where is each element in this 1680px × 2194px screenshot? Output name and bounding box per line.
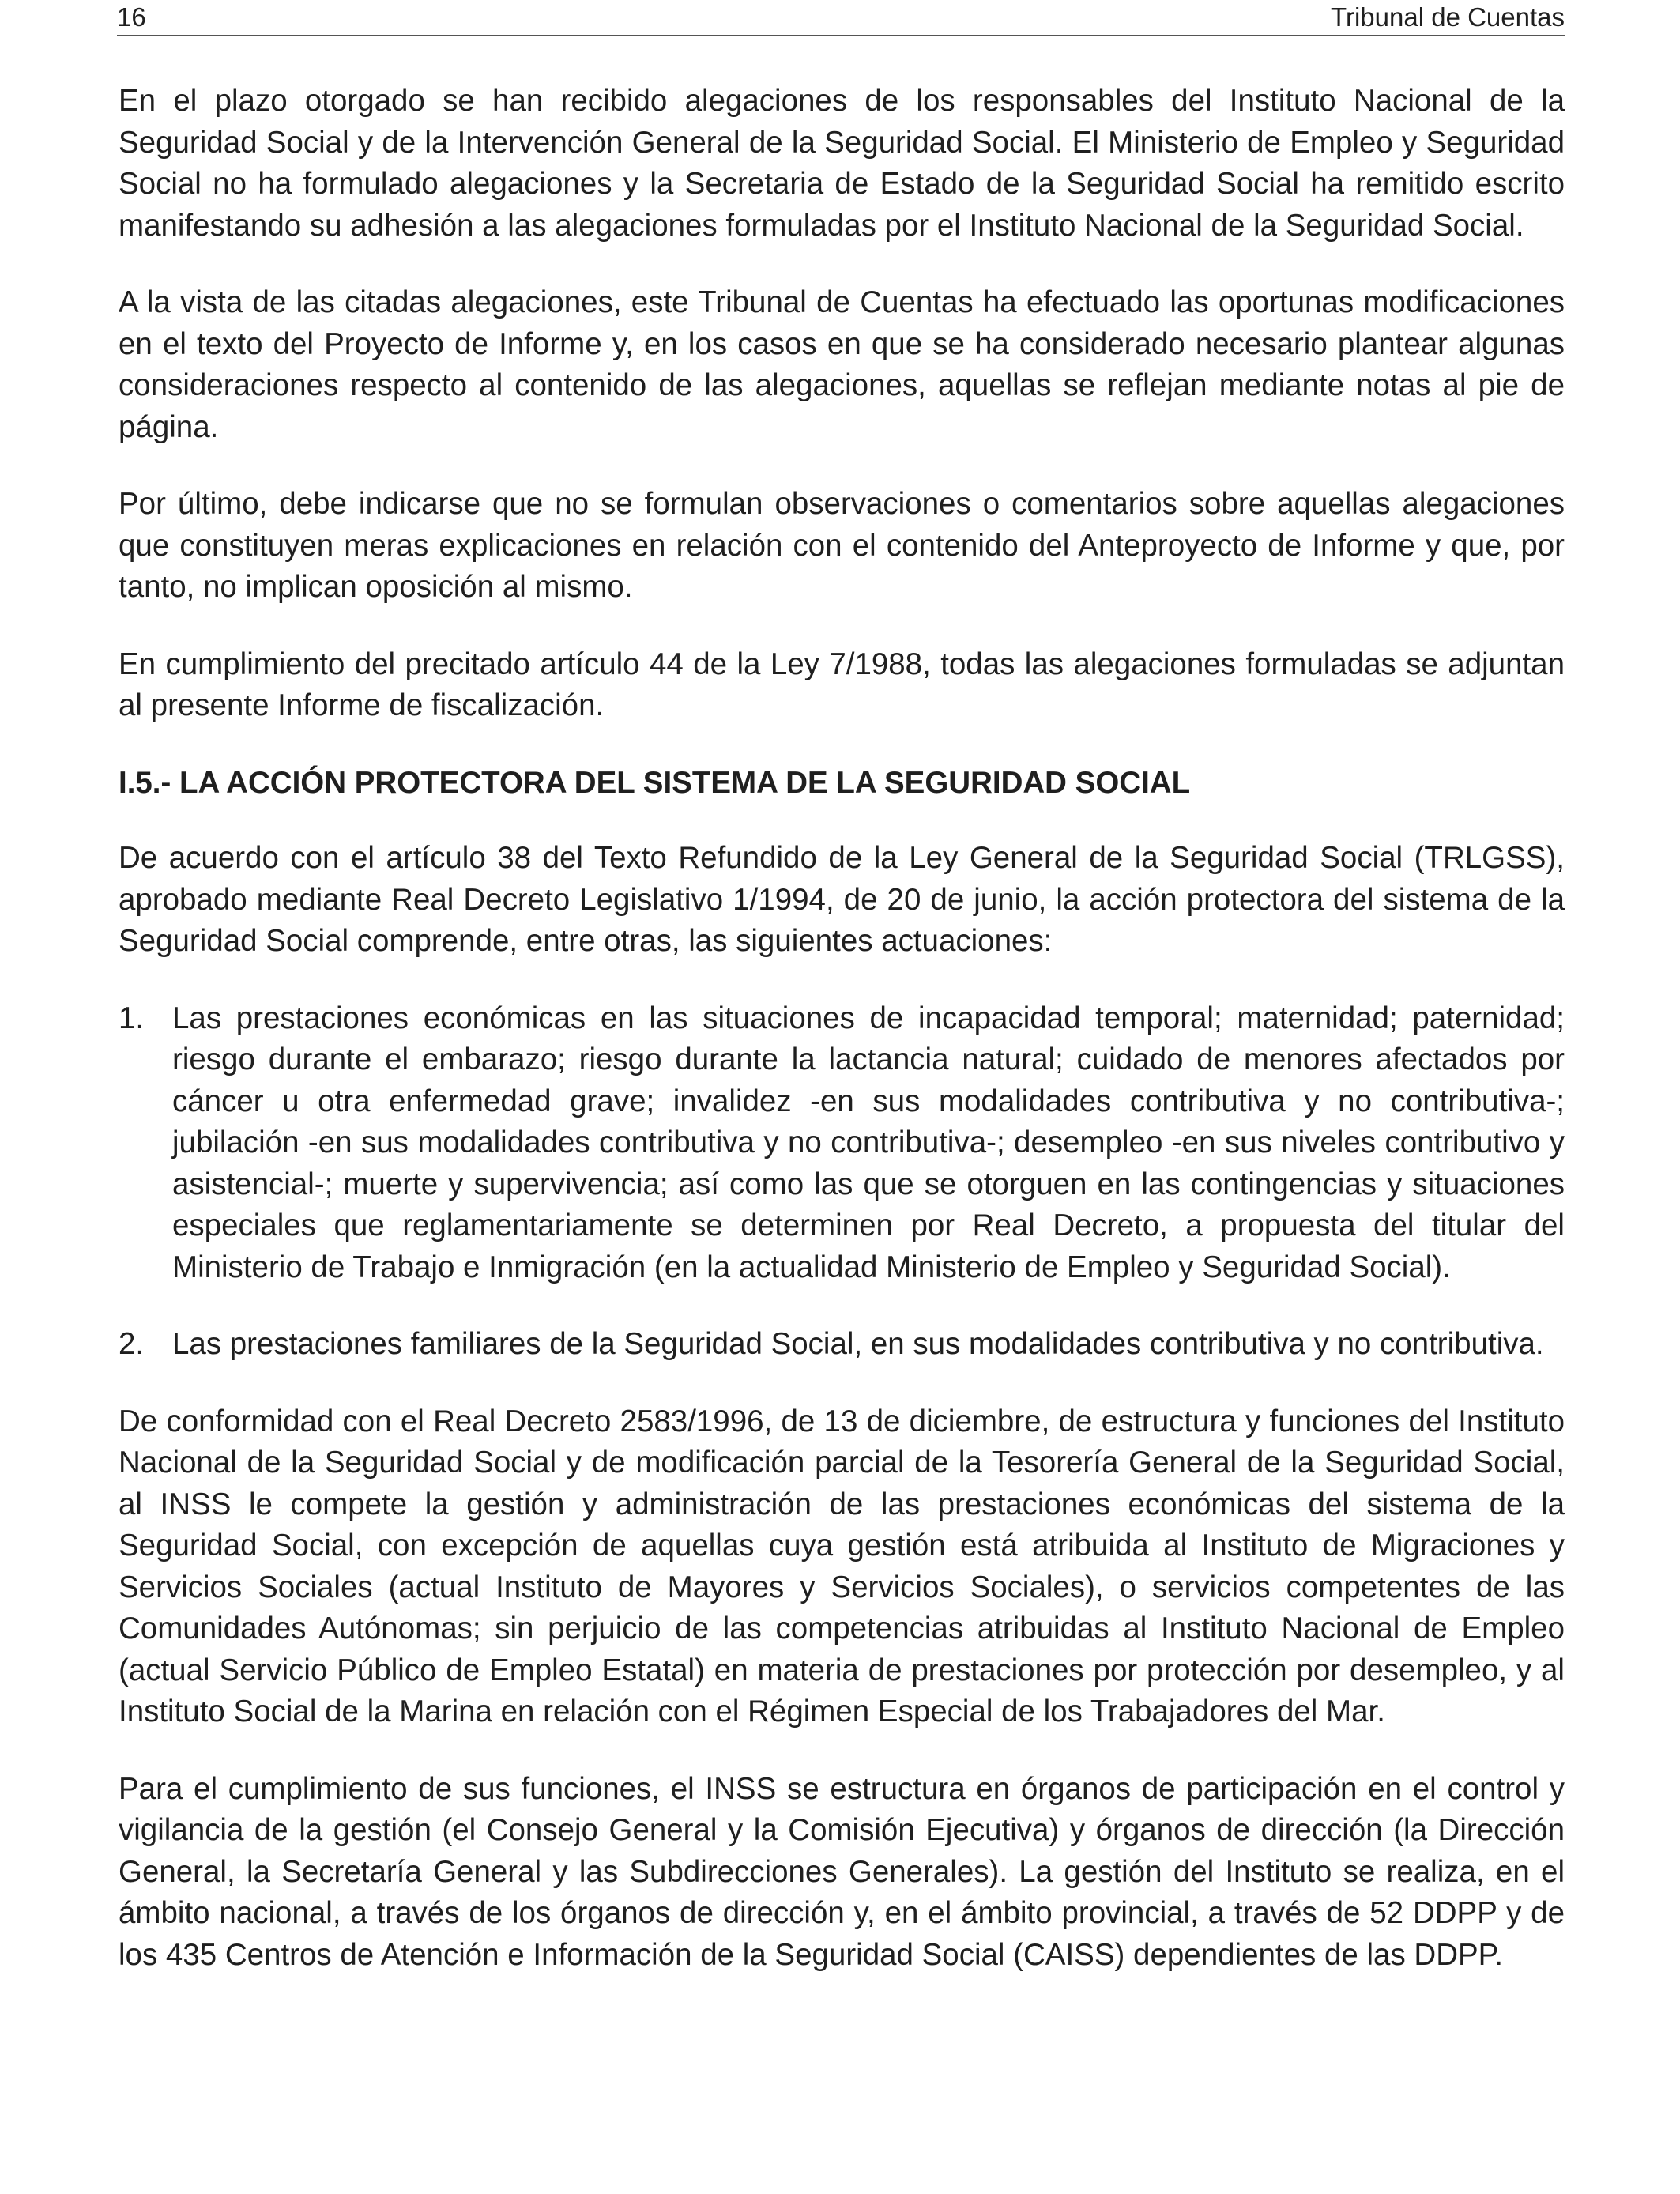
- list-item: [119, 1324, 1565, 1366]
- list-item: [119, 998, 1565, 1289]
- list-item-text: Las prestaciones familiares de la Seguridad Social, en sus modalidades contributiva y no contributiva.: [172, 1327, 1544, 1361]
- document-body: [119, 81, 1565, 2011]
- list-item-number: 1.: [119, 1001, 145, 1035]
- section-heading: I.5.- LA ACCIÓN PROTECTORA DEL SISTEMA DE LA SEGURIDAD SOCIAL: [119, 765, 1191, 800]
- paragraph-real-decreto: De conformidad con el Real Decreto 2583/1996, de 13 de diciembre, de estructura y funciones del Instituto Nacional de la Seguridad Social y de modificación parcial de la Tesorería General de la Seguridad Social, al INSS le compete la gestión y administración de las prestaciones económicas del sistema de la Seguridad Social, con excepción de aquellas cuya gestión está atribuida al Instituto de Migraciones y Servicios Sociales (actual Instituto de Mayores y Servicios Sociales), o servicios competentes de las Comunidades Autónomas; sin perjuicio de las competencias atribuidas al Instituto Nacional de Empleo (actual Servicio Público de Empleo Estatal) en materia de prestaciones por protección por desempleo, y al Instituto Social de la Marina en relación con el Régimen Especial de los Trabajadores del Mar.: [119, 1404, 1565, 1728]
- paragraph-section-intro: De acuerdo con el artículo 38 del Texto Refundido de la Ley General de la Seguridad Social (TRLGSS), aprobado mediante Real Decreto Legislativo 1/1994, de 20 de junio, la acción protectora del sistema de la Seguridad Social comprende, entre otras, las siguientes actuaciones:: [119, 841, 1565, 958]
- page-header: [117, 0, 1565, 36]
- paragraph-cumplimiento: En cumplimiento del precitado artículo 44 de la Ley 7/1988, todas las alegaciones formuladas se adjuntan al presente Informe de fiscalización.: [119, 647, 1565, 722]
- running-title: Tribunal de Cuentas: [1331, 2, 1565, 32]
- paragraph-modificaciones: A la vista de las citadas alegaciones, este Tribunal de Cuentas ha efectuado las oportunas modificaciones en el texto del Proyecto de Informe y, en los casos en que se ha considerado necesario plantear algunas consideraciones respecto al contenido de las alegaciones, aquellas se reflejan mediante notas al pie de página.: [119, 285, 1565, 444]
- list-item-text: Las prestaciones económicas en las situaciones de incapacidad temporal; maternidad; paternidad; riesgo durante el embarazo; riesgo durante la lactancia natural; cuidado de menores afectados por cáncer u otra enfermedad grave; invalidez -en sus modalidades contributiva y no contributiva-; jubilación -en sus modalidades contributiva y no contributiva-; desempleo -en sus niveles contributivo y asistencial-; muerte y supervivencia; así como las que se otorguen en las contingencias y situaciones especiales que reglamentariamente se determinen por Real Decreto, a propuesta del titular del Ministerio de Trabajo e Inmigración (en la actualidad Ministerio de Empleo y Seguridad Social).: [172, 1001, 1565, 1284]
- paragraph-observaciones: Por último, debe indicarse que no se formulan observaciones o comentarios sobre aquellas alegaciones que constituyen meras explicaciones en relación con el contenido del Anteproyecto de Informe y que, por tanto, no implican oposición al mismo.: [119, 487, 1565, 604]
- list-item-number: 2.: [119, 1327, 145, 1361]
- paragraph-alegaciones-recibidas: En el plazo otorgado se han recibido alegaciones de los responsables del Instituto Nacional de la Seguridad Social y de la Intervención General de la Seguridad Social. El Ministerio de Empleo y Seguridad Social no ha formulado alegaciones y la Secretaria de Estado de la Seguridad Social ha remitido escrito manifestando su adhesión a las alegaciones formuladas por el Instituto Nacional de la Seguridad Social.: [119, 84, 1565, 243]
- page-number: 16: [117, 2, 146, 32]
- paragraph-estructura-inss: Para el cumplimiento de sus funciones, el INSS se estructura en órganos de participación en el control y vigilancia de la gestión (el Consejo General y la Comisión Ejecutiva) y órganos de dirección (la Dirección General, la Secretaría General y las Subdirecciones Generales). La gestión del Instituto se realiza, en el ámbito nacional, a través de los órganos de dirección y, en el ámbito provincial, a través de 52 DDPP y de los 435 Centros de Atención e Información de la Seguridad Social (CAISS) dependientes de las DDPP.: [119, 1771, 1565, 1972]
- actuaciones-list: [119, 998, 1565, 1366]
